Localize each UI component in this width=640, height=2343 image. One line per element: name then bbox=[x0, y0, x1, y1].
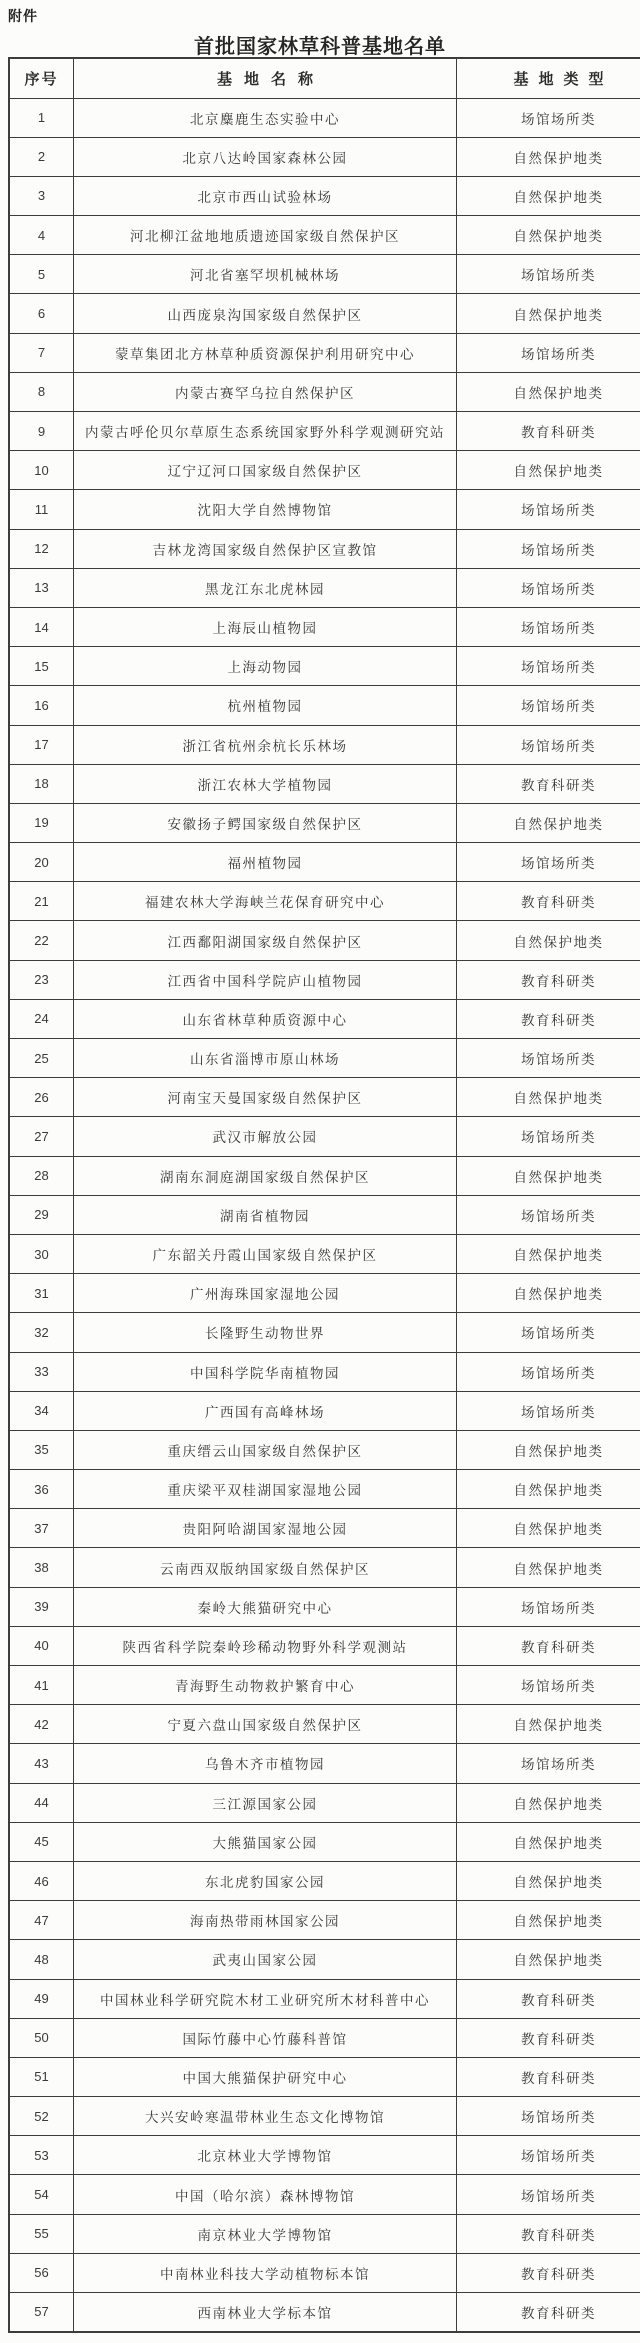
row-number-cell: 53 bbox=[9, 2136, 74, 2175]
row-number-cell: 7 bbox=[9, 333, 74, 372]
table-row bbox=[9, 607, 640, 646]
table-row bbox=[9, 686, 640, 725]
row-number-cell: 34 bbox=[9, 1391, 74, 1430]
base-type-cell: 场馆场所类 bbox=[457, 1039, 640, 1078]
base-name-cell: 国际竹藤中心竹藤科普馆 bbox=[74, 2018, 457, 2057]
row-number-cell: 28 bbox=[9, 1156, 74, 1195]
base-name-cell: 浙江省杭州余杭长乐林场 bbox=[74, 725, 457, 764]
base-name-cell: 福州植物园 bbox=[74, 843, 457, 882]
table-row bbox=[9, 764, 640, 803]
base-name-cell: 东北虎豹国家公园 bbox=[74, 1861, 457, 1900]
row-number-cell: 55 bbox=[9, 2214, 74, 2253]
row-number-cell: 21 bbox=[9, 882, 74, 921]
row-number-cell: 3 bbox=[9, 176, 74, 215]
table-row bbox=[9, 1744, 640, 1783]
table-row bbox=[9, 1979, 640, 2018]
table-row bbox=[9, 803, 640, 842]
row-number-cell: 8 bbox=[9, 372, 74, 411]
base-name-cell: 中南林业科技大学动植物标本馆 bbox=[74, 2253, 457, 2292]
row-number-cell: 56 bbox=[9, 2253, 74, 2292]
row-number-cell: 1 bbox=[9, 98, 74, 137]
base-type-cell: 自然保护地类 bbox=[457, 176, 640, 215]
row-number-cell: 35 bbox=[9, 1430, 74, 1469]
table-row bbox=[9, 843, 640, 882]
row-number-cell: 17 bbox=[9, 725, 74, 764]
table-row bbox=[9, 1587, 640, 1626]
row-number-cell: 50 bbox=[9, 2018, 74, 2057]
base-name-cell: 陕西省科学院秦岭珍稀动物野外科学观测站 bbox=[74, 1626, 457, 1665]
base-type-cell: 场馆场所类 bbox=[457, 2097, 640, 2136]
base-name-cell: 中国（哈尔滨）森林博物馆 bbox=[74, 2175, 457, 2214]
table-row bbox=[9, 1666, 640, 1705]
base-name-cell: 北京林业大学博物馆 bbox=[74, 2136, 457, 2175]
base-type-cell: 自然保护地类 bbox=[457, 803, 640, 842]
base-type-cell: 场馆场所类 bbox=[457, 1195, 640, 1234]
table-header bbox=[9, 58, 640, 98]
table-row bbox=[9, 1352, 640, 1391]
row-number-cell: 47 bbox=[9, 1901, 74, 1940]
base-type-cell: 自然保护地类 bbox=[457, 1509, 640, 1548]
table-row bbox=[9, 1783, 640, 1822]
base-type-cell: 场馆场所类 bbox=[457, 686, 640, 725]
row-number-cell: 52 bbox=[9, 2097, 74, 2136]
base-name-cell: 广西国有高峰林场 bbox=[74, 1391, 457, 1430]
row-number-cell: 2 bbox=[9, 137, 74, 176]
table-row bbox=[9, 2175, 640, 2214]
base-list-table bbox=[8, 57, 640, 2333]
base-name-cell: 湖南东洞庭湖国家级自然保护区 bbox=[74, 1156, 457, 1195]
table-row bbox=[9, 294, 640, 333]
base-type-cell: 场馆场所类 bbox=[457, 2136, 640, 2175]
table-row bbox=[9, 1078, 640, 1117]
row-number-cell: 6 bbox=[9, 294, 74, 333]
base-name-cell: 河北柳江盆地地质遗迹国家级自然保护区 bbox=[74, 216, 457, 255]
base-name-cell: 宁夏六盘山国家级自然保护区 bbox=[74, 1705, 457, 1744]
base-name-cell: 江西鄱阳湖国家级自然保护区 bbox=[74, 921, 457, 960]
table-row bbox=[9, 2018, 640, 2057]
base-type-cell: 自然保护地类 bbox=[457, 1078, 640, 1117]
row-number-cell: 26 bbox=[9, 1078, 74, 1117]
base-name-cell: 中国大熊猫保护研究中心 bbox=[74, 2057, 457, 2096]
base-type-cell: 自然保护地类 bbox=[457, 1901, 640, 1940]
row-number-cell: 45 bbox=[9, 1822, 74, 1861]
table-row bbox=[9, 2136, 640, 2175]
row-number-cell: 41 bbox=[9, 1666, 74, 1705]
table-row bbox=[9, 2057, 640, 2096]
table-row bbox=[9, 1313, 640, 1352]
base-name-cell: 广州海珠国家湿地公园 bbox=[74, 1274, 457, 1313]
table-row bbox=[9, 1901, 640, 1940]
row-number-cell: 18 bbox=[9, 764, 74, 803]
row-number-cell: 5 bbox=[9, 255, 74, 294]
table-row bbox=[9, 2253, 640, 2292]
table-row bbox=[9, 255, 640, 294]
base-name-cell: 南京林业大学博物馆 bbox=[74, 2214, 457, 2253]
row-number-cell: 57 bbox=[9, 2293, 74, 2332]
base-type-cell: 自然保护地类 bbox=[457, 1156, 640, 1195]
base-name-cell: 内蒙古呼伦贝尔草原生态系统国家野外科学观测研究站 bbox=[74, 412, 457, 451]
base-type-cell: 自然保护地类 bbox=[457, 216, 640, 255]
base-type-cell: 自然保护地类 bbox=[457, 1783, 640, 1822]
row-number-cell: 33 bbox=[9, 1352, 74, 1391]
base-name-cell: 山东省林草种质资源中心 bbox=[74, 999, 457, 1038]
base-name-cell: 长隆野生动物世界 bbox=[74, 1313, 457, 1352]
table-row bbox=[9, 647, 640, 686]
table-row bbox=[9, 1705, 640, 1744]
base-name-cell: 黑龙江东北虎林园 bbox=[74, 568, 457, 607]
table-row bbox=[9, 2097, 640, 2136]
base-name-cell: 重庆缙云山国家级自然保护区 bbox=[74, 1430, 457, 1469]
base-type-cell: 教育科研类 bbox=[457, 1626, 640, 1665]
page-title: 首批国家林草科普基地名单 bbox=[194, 36, 446, 58]
column-header-type: 基地类型 bbox=[457, 58, 640, 98]
base-name-cell: 贵阳阿哈湖国家湿地公园 bbox=[74, 1509, 457, 1548]
table-row bbox=[9, 921, 640, 960]
row-number-cell: 32 bbox=[9, 1313, 74, 1352]
row-number-cell: 40 bbox=[9, 1626, 74, 1665]
base-type-cell: 自然保护地类 bbox=[457, 1940, 640, 1979]
base-name-cell: 云南西双版纳国家级自然保护区 bbox=[74, 1548, 457, 1587]
table-row bbox=[9, 1117, 640, 1156]
base-type-cell: 场馆场所类 bbox=[457, 1666, 640, 1705]
base-name-cell: 大熊猫国家公园 bbox=[74, 1822, 457, 1861]
table-row bbox=[9, 1509, 640, 1548]
base-name-cell: 吉林龙湾国家级自然保护区宣教馆 bbox=[74, 529, 457, 568]
row-number-cell: 51 bbox=[9, 2057, 74, 2096]
base-table-body bbox=[9, 98, 640, 2332]
row-number-cell: 16 bbox=[9, 686, 74, 725]
row-number-cell: 24 bbox=[9, 999, 74, 1038]
row-number-cell: 39 bbox=[9, 1587, 74, 1626]
base-type-cell: 教育科研类 bbox=[457, 2018, 640, 2057]
row-number-cell: 15 bbox=[9, 647, 74, 686]
table-row bbox=[9, 1940, 640, 1979]
base-name-cell: 海南热带雨林国家公园 bbox=[74, 1901, 457, 1940]
table-row bbox=[9, 1274, 640, 1313]
base-type-cell: 场馆场所类 bbox=[457, 490, 640, 529]
base-name-cell: 武夷山国家公园 bbox=[74, 1940, 457, 1979]
row-number-cell: 36 bbox=[9, 1470, 74, 1509]
base-type-cell: 自然保护地类 bbox=[457, 1470, 640, 1509]
table-header-row bbox=[9, 58, 640, 98]
row-number-cell: 14 bbox=[9, 607, 74, 646]
base-name-cell: 北京麋鹿生态实验中心 bbox=[74, 98, 457, 137]
base-type-cell: 场馆场所类 bbox=[457, 1313, 640, 1352]
table-row bbox=[9, 1626, 640, 1665]
base-type-cell: 自然保护地类 bbox=[457, 1234, 640, 1273]
table-row bbox=[9, 725, 640, 764]
base-type-cell: 自然保护地类 bbox=[457, 294, 640, 333]
base-type-cell: 场馆场所类 bbox=[457, 568, 640, 607]
base-type-cell: 教育科研类 bbox=[457, 2057, 640, 2096]
row-number-cell: 31 bbox=[9, 1274, 74, 1313]
base-type-cell: 自然保护地类 bbox=[457, 921, 640, 960]
base-name-cell: 浙江农林大学植物园 bbox=[74, 764, 457, 803]
base-type-cell: 自然保护地类 bbox=[457, 1705, 640, 1744]
row-number-cell: 9 bbox=[9, 412, 74, 451]
table-row bbox=[9, 568, 640, 607]
base-name-cell: 沈阳大学自然博物馆 bbox=[74, 490, 457, 529]
table-row bbox=[9, 490, 640, 529]
base-type-cell: 场馆场所类 bbox=[457, 1391, 640, 1430]
base-type-cell: 场馆场所类 bbox=[457, 1587, 640, 1626]
base-type-cell: 自然保护地类 bbox=[457, 137, 640, 176]
base-name-cell: 山西庞泉沟国家级自然保护区 bbox=[74, 294, 457, 333]
base-type-cell: 教育科研类 bbox=[457, 882, 640, 921]
row-number-cell: 29 bbox=[9, 1195, 74, 1234]
base-type-cell: 场馆场所类 bbox=[457, 2175, 640, 2214]
base-name-cell: 上海辰山植物园 bbox=[74, 607, 457, 646]
table-row bbox=[9, 1430, 640, 1469]
base-type-cell: 教育科研类 bbox=[457, 2214, 640, 2253]
table-row bbox=[9, 999, 640, 1038]
table-row bbox=[9, 412, 640, 451]
base-name-cell: 乌鲁木齐市植物园 bbox=[74, 1744, 457, 1783]
table-row bbox=[9, 1548, 640, 1587]
table-row bbox=[9, 529, 640, 568]
row-number-cell: 13 bbox=[9, 568, 74, 607]
table-row bbox=[9, 216, 640, 255]
table-row bbox=[9, 882, 640, 921]
base-name-cell: 蒙草集团北方林草种质资源保护利用研究中心 bbox=[74, 333, 457, 372]
row-number-cell: 44 bbox=[9, 1783, 74, 1822]
base-type-cell: 自然保护地类 bbox=[457, 1548, 640, 1587]
table-row bbox=[9, 176, 640, 215]
row-number-cell: 48 bbox=[9, 1940, 74, 1979]
base-type-cell: 教育科研类 bbox=[457, 1979, 640, 2018]
row-number-cell: 43 bbox=[9, 1744, 74, 1783]
base-type-cell: 场馆场所类 bbox=[457, 1744, 640, 1783]
row-number-cell: 27 bbox=[9, 1117, 74, 1156]
base-name-cell: 福建农林大学海峡兰花保育研究中心 bbox=[74, 882, 457, 921]
row-number-cell: 10 bbox=[9, 451, 74, 490]
base-type-cell: 教育科研类 bbox=[457, 412, 640, 451]
base-type-cell: 自然保护地类 bbox=[457, 1822, 640, 1861]
base-name-cell: 西南林业大学标本馆 bbox=[74, 2293, 457, 2332]
base-name-cell: 杭州植物园 bbox=[74, 686, 457, 725]
row-number-cell: 46 bbox=[9, 1861, 74, 1900]
table-row bbox=[9, 1391, 640, 1430]
table-row bbox=[9, 137, 640, 176]
row-number-cell: 12 bbox=[9, 529, 74, 568]
base-type-cell: 场馆场所类 bbox=[457, 647, 640, 686]
base-type-cell: 场馆场所类 bbox=[457, 98, 640, 137]
base-name-cell: 湖南省植物园 bbox=[74, 1195, 457, 1234]
column-header-name: 基地名称 bbox=[74, 58, 457, 98]
table-row bbox=[9, 2293, 640, 2332]
base-name-cell: 北京市西山试验林场 bbox=[74, 176, 457, 215]
base-name-cell: 山东省淄博市原山林场 bbox=[74, 1039, 457, 1078]
row-number-cell: 19 bbox=[9, 803, 74, 842]
base-name-cell: 辽宁辽河口国家级自然保护区 bbox=[74, 451, 457, 490]
base-type-cell: 场馆场所类 bbox=[457, 607, 640, 646]
base-name-cell: 大兴安岭寒温带林业生态文化博物馆 bbox=[74, 2097, 457, 2136]
base-type-cell: 自然保护地类 bbox=[457, 372, 640, 411]
base-name-cell: 青海野生动物救护繁育中心 bbox=[74, 1666, 457, 1705]
base-type-cell: 场馆场所类 bbox=[457, 1352, 640, 1391]
base-name-cell: 河北省塞罕坝机械林场 bbox=[74, 255, 457, 294]
base-type-cell: 自然保护地类 bbox=[457, 1430, 640, 1469]
base-type-cell: 场馆场所类 bbox=[457, 1117, 640, 1156]
attachment-label: 附件 bbox=[8, 10, 38, 25]
base-name-cell: 江西省中国科学院庐山植物园 bbox=[74, 960, 457, 999]
base-type-cell: 场馆场所类 bbox=[457, 725, 640, 764]
base-type-cell: 教育科研类 bbox=[457, 2293, 640, 2332]
row-number-cell: 30 bbox=[9, 1234, 74, 1273]
base-type-cell: 教育科研类 bbox=[457, 999, 640, 1038]
row-number-cell: 25 bbox=[9, 1039, 74, 1078]
base-name-cell: 秦岭大熊猫研究中心 bbox=[74, 1587, 457, 1626]
base-type-cell: 场馆场所类 bbox=[457, 529, 640, 568]
table-row bbox=[9, 98, 640, 137]
base-type-cell: 教育科研类 bbox=[457, 960, 640, 999]
row-number-cell: 11 bbox=[9, 490, 74, 529]
table-row bbox=[9, 1822, 640, 1861]
table-row bbox=[9, 960, 640, 999]
base-type-cell: 场馆场所类 bbox=[457, 333, 640, 372]
base-name-cell: 重庆梁平双桂湖国家湿地公园 bbox=[74, 1470, 457, 1509]
row-number-cell: 4 bbox=[9, 216, 74, 255]
row-number-cell: 37 bbox=[9, 1509, 74, 1548]
base-name-cell: 武汉市解放公园 bbox=[74, 1117, 457, 1156]
base-type-cell: 自然保护地类 bbox=[457, 1861, 640, 1900]
column-header-no: 序号 bbox=[9, 58, 74, 98]
table-row bbox=[9, 1156, 640, 1195]
table-row bbox=[9, 1195, 640, 1234]
table-row bbox=[9, 1861, 640, 1900]
table-row bbox=[9, 1470, 640, 1509]
base-name-cell: 广东韶关丹霞山国家级自然保护区 bbox=[74, 1234, 457, 1273]
base-name-cell: 三江源国家公园 bbox=[74, 1783, 457, 1822]
table-row bbox=[9, 333, 640, 372]
table-row bbox=[9, 2214, 640, 2253]
base-name-cell: 安徽扬子鳄国家级自然保护区 bbox=[74, 803, 457, 842]
row-number-cell: 23 bbox=[9, 960, 74, 999]
base-name-cell: 北京八达岭国家森林公园 bbox=[74, 137, 457, 176]
base-name-cell: 上海动物园 bbox=[74, 647, 457, 686]
base-name-cell: 河南宝天曼国家级自然保护区 bbox=[74, 1078, 457, 1117]
base-name-cell: 内蒙古赛罕乌拉自然保护区 bbox=[74, 372, 457, 411]
base-type-cell: 教育科研类 bbox=[457, 764, 640, 803]
table-row bbox=[9, 372, 640, 411]
table-row bbox=[9, 1039, 640, 1078]
row-number-cell: 54 bbox=[9, 2175, 74, 2214]
row-number-cell: 42 bbox=[9, 1705, 74, 1744]
row-number-cell: 49 bbox=[9, 1979, 74, 2018]
base-type-cell: 自然保护地类 bbox=[457, 1274, 640, 1313]
row-number-cell: 20 bbox=[9, 843, 74, 882]
row-number-cell: 38 bbox=[9, 1548, 74, 1587]
base-name-cell: 中国科学院华南植物园 bbox=[74, 1352, 457, 1391]
table-row bbox=[9, 1234, 640, 1273]
base-type-cell: 教育科研类 bbox=[457, 2253, 640, 2292]
table-row bbox=[9, 451, 640, 490]
base-type-cell: 场馆场所类 bbox=[457, 255, 640, 294]
row-number-cell: 22 bbox=[9, 921, 74, 960]
base-type-cell: 场馆场所类 bbox=[457, 843, 640, 882]
base-type-cell: 自然保护地类 bbox=[457, 451, 640, 490]
base-name-cell: 中国林业科学研究院木材工业研究所木材科普中心 bbox=[74, 1979, 457, 2018]
